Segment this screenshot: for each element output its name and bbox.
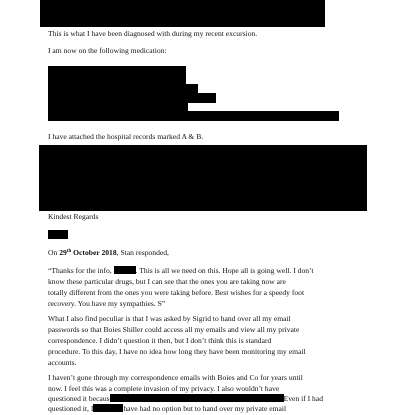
paragraph-line: questioned it, I have had no option but to hand over my private email — [48, 404, 287, 413]
paragraph-line: accounts. — [48, 358, 77, 367]
records-text: I have attached the hospital records marked A & B. — [48, 132, 204, 141]
closing-text: Kindest Regards — [48, 212, 99, 221]
quote-line: recovery. You have my sympathies. S” — [48, 299, 166, 308]
quote-line: totally different from the ones you were taking before. Best wishes for a speedy foot — [48, 288, 305, 297]
quote-line: “Thanks for the info, . This is all we need on this. Hope all is going well. I don’t — [48, 266, 314, 275]
paragraph-line: now. I feel this was a complete invasion of my privacy. I also wouldn’t have — [48, 384, 280, 393]
paragraph-line: What I also find peculiar is that I was asked by Sigrid to hand over all my email — [48, 314, 291, 323]
redaction-block — [114, 266, 136, 274]
redaction-block — [48, 230, 68, 239]
paragraph-line: I haven’t gone through my correspondence emails with Boies and Co for years until — [48, 373, 303, 382]
redaction-block — [39, 145, 367, 211]
paragraph-line: procedure. To this day, I have no idea how long they have been monitoring my email — [48, 347, 306, 356]
quote-line: know these particular drugs, but I can see that the ones you are taking now are — [48, 277, 286, 286]
redaction-block — [40, 0, 325, 27]
diagnosis-text: This is what I have been diagnosed with during my recent excursion. — [48, 29, 258, 38]
redaction-block — [48, 111, 339, 121]
medication-intro-text: I am now on the following medication: — [48, 46, 167, 55]
paragraph-line: correspondence. I didn’t question it then, but I don’t think this is standard — [48, 336, 272, 345]
response-intro-text: On 29th October 2018, Stan responded, — [48, 248, 169, 257]
paragraph-line: passwords so that Boies Shiller could access all my emails and view all my private — [48, 325, 300, 334]
redaction-block — [93, 404, 123, 412]
paragraph-line: questioned it becaus Even if I had — [48, 394, 324, 403]
redaction-block — [110, 394, 284, 402]
